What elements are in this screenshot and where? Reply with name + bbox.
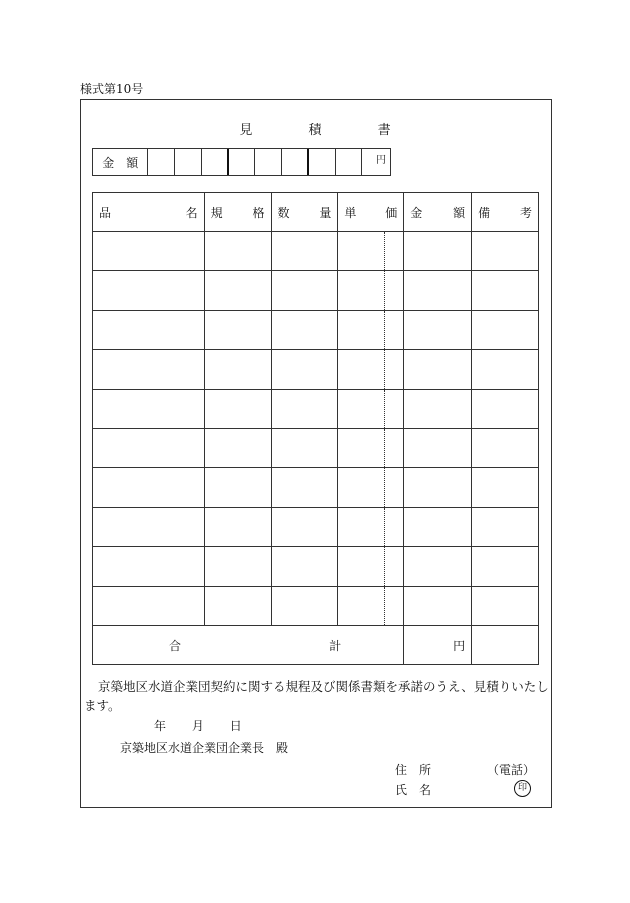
cell-unit-price[interactable] bbox=[338, 586, 404, 625]
cell-remarks[interactable] bbox=[472, 232, 539, 271]
cell-quantity[interactable] bbox=[271, 310, 338, 349]
cell-quantity[interactable] bbox=[271, 468, 338, 507]
cell-amount[interactable] bbox=[404, 468, 472, 507]
cell-remarks[interactable] bbox=[472, 310, 539, 349]
cell-amount[interactable] bbox=[404, 547, 472, 586]
amount-label bbox=[93, 149, 148, 175]
cell-unit-price[interactable] bbox=[338, 468, 404, 507]
cell-remarks[interactable] bbox=[472, 389, 539, 428]
table-row bbox=[93, 428, 539, 467]
table-row bbox=[93, 310, 539, 349]
amount-label-char: 額 bbox=[126, 155, 139, 170]
cell-item-name[interactable] bbox=[93, 310, 205, 349]
amount-digit-cell[interactable] bbox=[175, 149, 202, 175]
notice-text: 京築地区水道企業団契約に関する規程及び関係書類を承諾のうえ、見積りいたします。 bbox=[84, 679, 549, 713]
cell-amount[interactable] bbox=[404, 389, 472, 428]
cell-spec[interactable] bbox=[204, 507, 271, 546]
seal-icon: 印 bbox=[514, 780, 531, 797]
cell-remarks[interactable] bbox=[472, 507, 539, 546]
cell-amount[interactable] bbox=[404, 586, 472, 625]
table-row bbox=[93, 232, 539, 271]
cell-quantity[interactable] bbox=[271, 586, 338, 625]
cell-unit-price[interactable] bbox=[338, 310, 404, 349]
table-row bbox=[93, 271, 539, 310]
cell-spec[interactable] bbox=[204, 389, 271, 428]
items-table bbox=[92, 192, 539, 665]
cell-quantity[interactable] bbox=[271, 428, 338, 467]
title-char: 書 bbox=[377, 123, 391, 138]
amount-digit-cell[interactable] bbox=[362, 149, 390, 175]
cell-item-name[interactable] bbox=[93, 389, 205, 428]
cell-unit-price[interactable] bbox=[338, 547, 404, 586]
amount-yen: 円 bbox=[376, 155, 386, 166]
cell-unit-price[interactable] bbox=[338, 232, 404, 271]
date-line bbox=[154, 717, 264, 734]
cell-item-name[interactable] bbox=[93, 428, 205, 467]
table-header-row bbox=[93, 193, 539, 232]
total-row bbox=[93, 625, 539, 664]
addressee: 京築地区水道企業団企業長 殿 bbox=[120, 741, 289, 755]
cell-amount[interactable] bbox=[404, 350, 472, 389]
amount-digit-cell[interactable] bbox=[202, 149, 229, 175]
header-amount: 金 額 bbox=[404, 193, 472, 232]
cell-spec[interactable] bbox=[204, 350, 271, 389]
title-char: 見 bbox=[239, 123, 253, 138]
amount-digit-cell[interactable] bbox=[309, 149, 336, 175]
cell-unit-price[interactable] bbox=[338, 271, 404, 310]
cell-remarks[interactable] bbox=[472, 271, 539, 310]
header-remarks: 備 考 bbox=[472, 193, 539, 232]
date-year: 年 bbox=[154, 719, 167, 733]
cell-item-name[interactable] bbox=[93, 350, 205, 389]
total-yen: 円 bbox=[453, 638, 466, 653]
cell-quantity[interactable] bbox=[271, 350, 338, 389]
form-number: 様式第10号 bbox=[80, 82, 144, 96]
amount-digit-cell[interactable] bbox=[255, 149, 282, 175]
cell-unit-price[interactable] bbox=[338, 389, 404, 428]
amount-label-char: 金 bbox=[102, 155, 115, 170]
header-quantity: 数 量 bbox=[271, 193, 338, 232]
cell-quantity[interactable] bbox=[271, 507, 338, 546]
cell-spec[interactable] bbox=[204, 310, 271, 349]
table-row bbox=[93, 507, 539, 546]
cell-item-name[interactable] bbox=[93, 468, 205, 507]
cell-spec[interactable] bbox=[204, 271, 271, 310]
table-row bbox=[93, 468, 539, 507]
cell-spec[interactable] bbox=[204, 586, 271, 625]
cell-remarks[interactable] bbox=[472, 468, 539, 507]
cell-item-name[interactable] bbox=[93, 547, 205, 586]
amount-digit-cell[interactable] bbox=[282, 149, 309, 175]
cell-item-name[interactable] bbox=[93, 271, 205, 310]
name-row bbox=[395, 781, 535, 798]
header-unit-price: 単 価 bbox=[338, 193, 404, 232]
address-row bbox=[395, 761, 535, 778]
total-label-char: 合 bbox=[169, 638, 182, 653]
cell-spec[interactable] bbox=[204, 428, 271, 467]
cell-unit-price[interactable] bbox=[338, 350, 404, 389]
cell-unit-price[interactable] bbox=[338, 507, 404, 546]
table-row bbox=[93, 350, 539, 389]
cell-remarks[interactable] bbox=[472, 428, 539, 467]
cell-quantity[interactable] bbox=[271, 271, 338, 310]
cell-unit-price[interactable] bbox=[338, 428, 404, 467]
cell-item-name[interactable] bbox=[93, 507, 205, 546]
name-label: 氏 名 bbox=[395, 783, 432, 797]
cell-spec[interactable] bbox=[204, 232, 271, 271]
total-label-char: 計 bbox=[329, 638, 342, 653]
total-amount-cell[interactable] bbox=[404, 625, 472, 664]
cell-quantity[interactable] bbox=[271, 547, 338, 586]
title-char: 積 bbox=[308, 123, 322, 138]
cell-amount[interactable] bbox=[404, 507, 472, 546]
table-row bbox=[93, 586, 539, 625]
amount-box bbox=[92, 148, 391, 176]
table-row bbox=[93, 547, 539, 586]
date-month: 月 bbox=[191, 719, 204, 733]
cell-quantity[interactable] bbox=[271, 232, 338, 271]
header-spec: 規 格 bbox=[204, 193, 271, 232]
cell-spec[interactable] bbox=[204, 547, 271, 586]
cell-quantity[interactable] bbox=[271, 389, 338, 428]
amount-digit-cell[interactable] bbox=[148, 149, 175, 175]
total-label-cell bbox=[93, 625, 404, 664]
amount-digit-cell[interactable] bbox=[229, 149, 256, 175]
document-title bbox=[0, 119, 630, 138]
cell-remarks[interactable] bbox=[472, 350, 539, 389]
cell-amount[interactable] bbox=[404, 271, 472, 310]
cell-item-name[interactable] bbox=[93, 586, 205, 625]
cell-amount[interactable] bbox=[404, 232, 472, 271]
table-row bbox=[93, 389, 539, 428]
cell-item-name[interactable] bbox=[93, 232, 205, 271]
cell-amount[interactable] bbox=[404, 428, 472, 467]
amount-digit-cell[interactable] bbox=[336, 149, 363, 175]
cell-amount[interactable] bbox=[404, 310, 472, 349]
cell-remarks[interactable] bbox=[472, 586, 539, 625]
cell-spec[interactable] bbox=[204, 468, 271, 507]
total-remarks-cell[interactable] bbox=[472, 625, 539, 664]
date-day: 日 bbox=[229, 719, 242, 733]
phone-label: （電話） bbox=[486, 763, 535, 777]
header-item-name: 品 名 bbox=[93, 193, 205, 232]
cell-remarks[interactable] bbox=[472, 547, 539, 586]
address-label: 住 所 bbox=[395, 763, 432, 777]
